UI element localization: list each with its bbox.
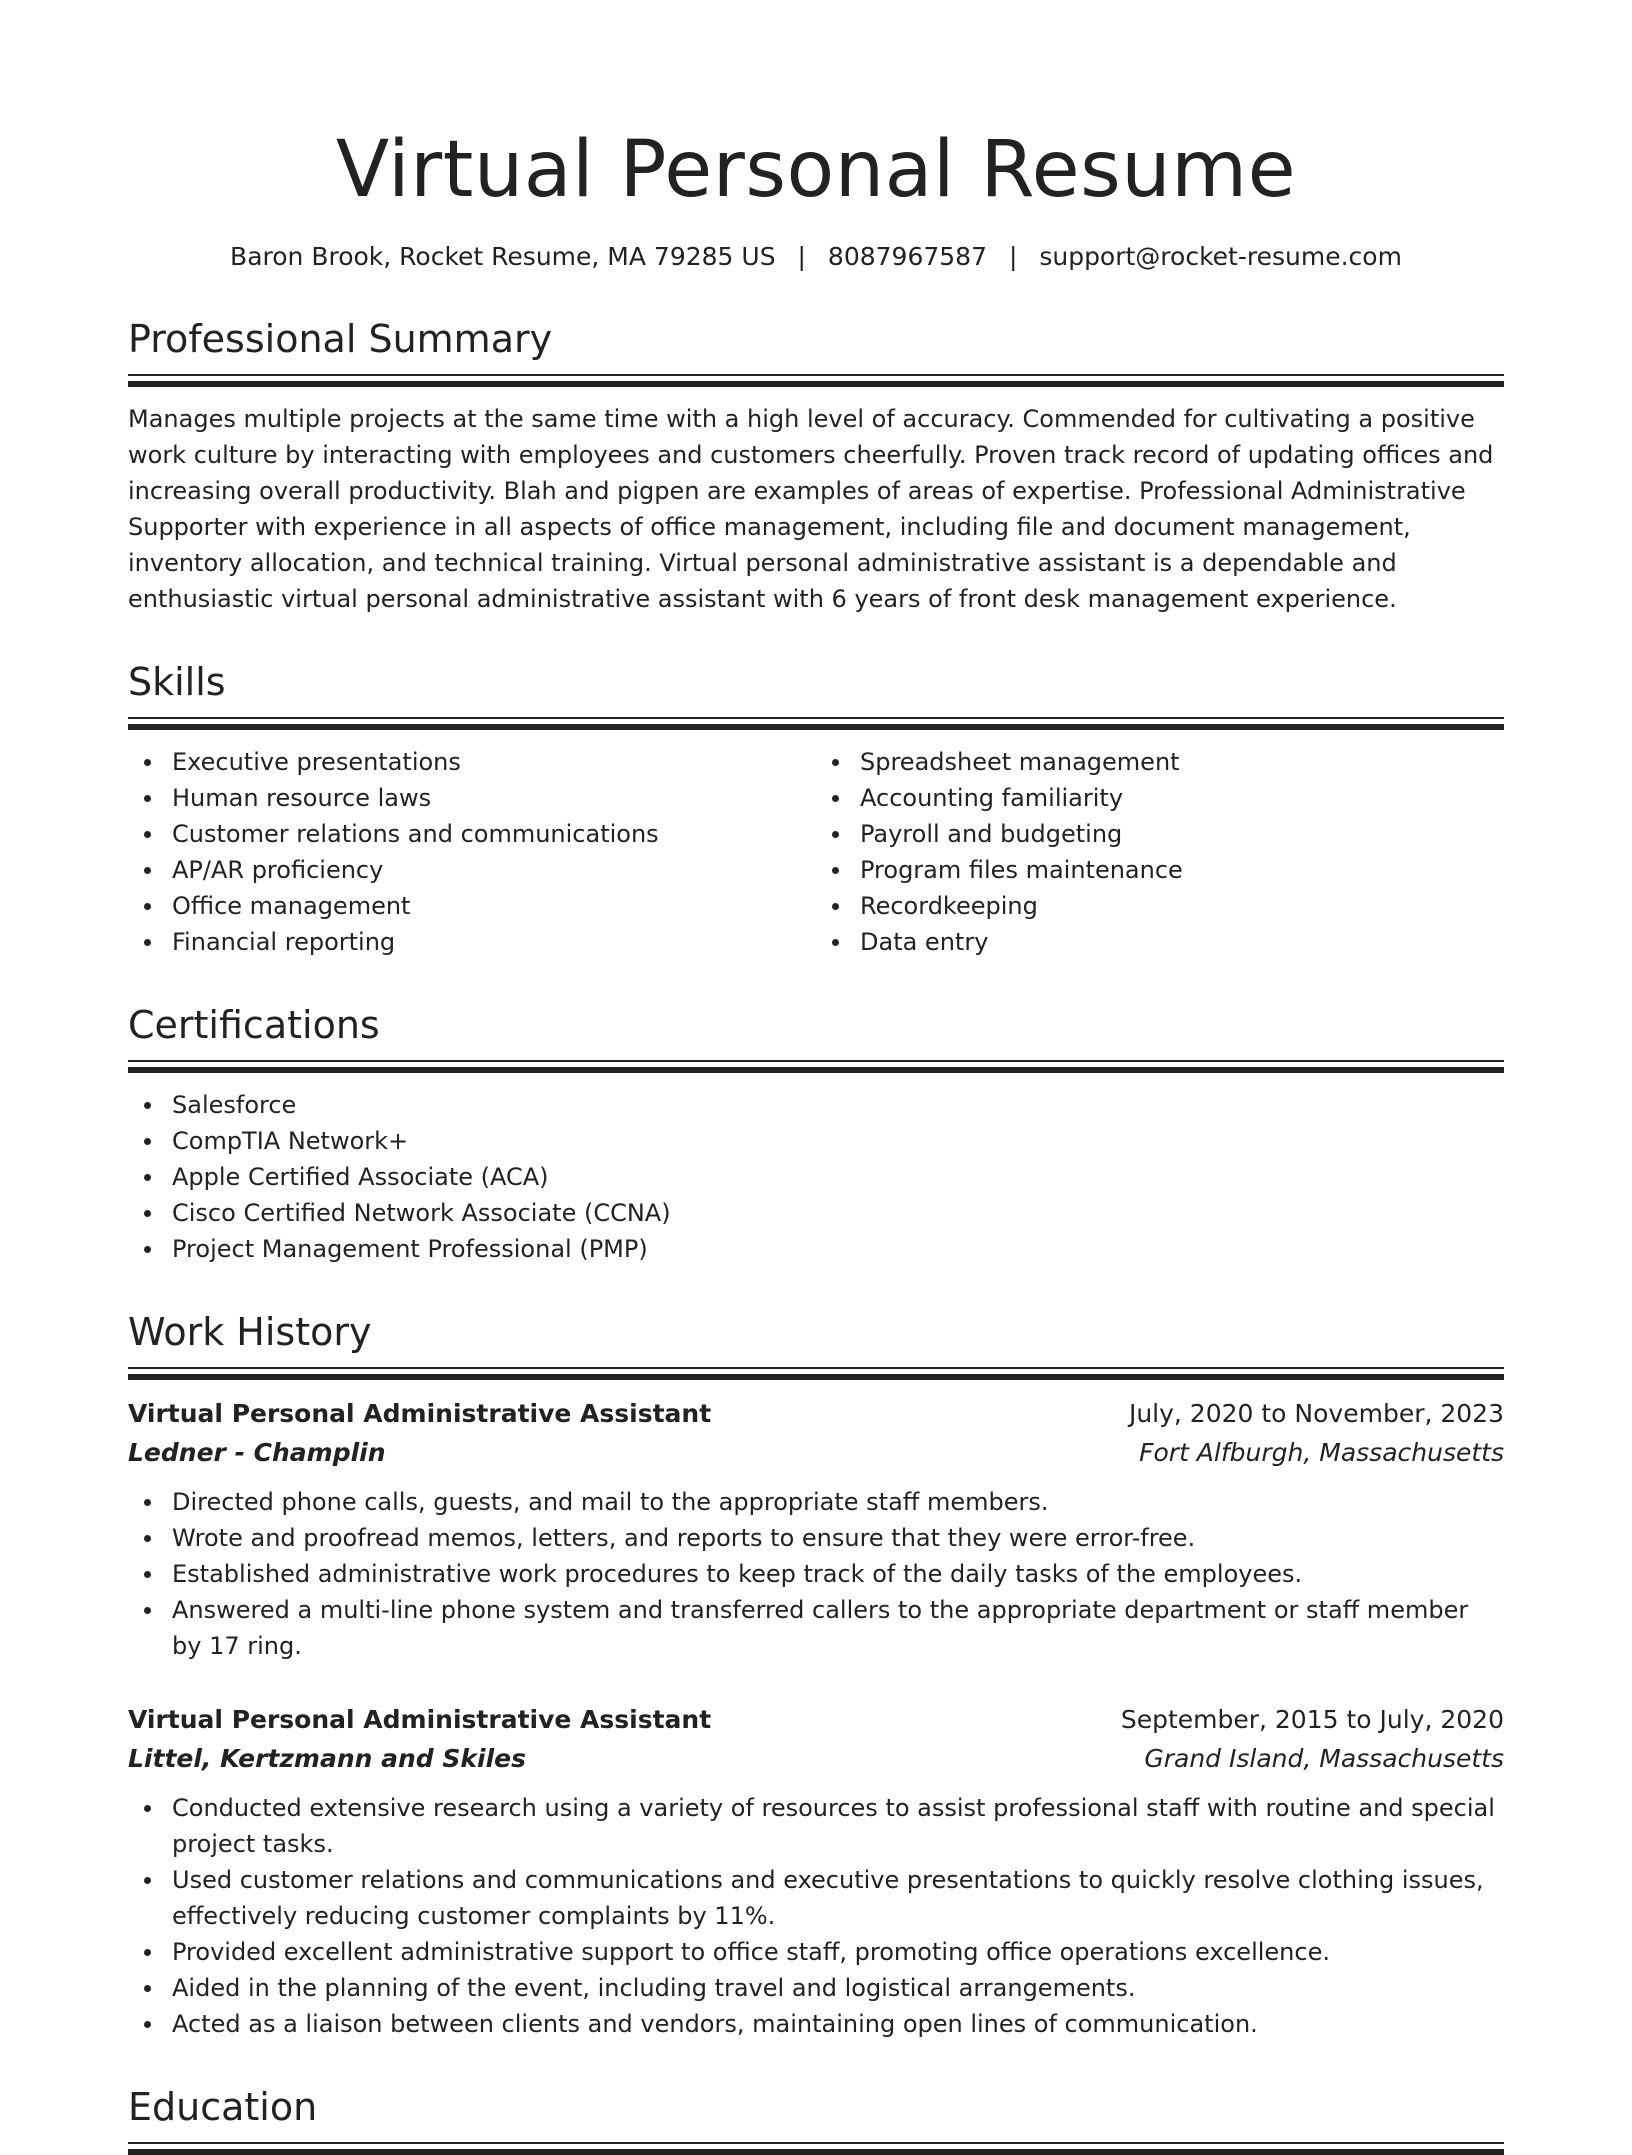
job-location: Grand Island, Massachusetts [1144, 1744, 1504, 1773]
job-bullet: Provided excellent administrative support to office staff, promoting office operations excellence. [128, 1934, 1504, 1970]
section-heading: Skills [128, 660, 226, 704]
section-heading: Education [128, 2085, 318, 2129]
job-company-row [128, 1739, 1504, 1778]
contact-separator: | [797, 242, 806, 271]
skill-item: Data entry [816, 924, 1504, 960]
skill-item: Customer relations and communications [128, 816, 816, 852]
skills-grid [128, 744, 1504, 960]
skills-left-column [128, 744, 816, 960]
section-body [128, 401, 1504, 617]
skill-item: Human resource laws [128, 780, 816, 816]
job-title: Virtual Personal Administrative Assistant [128, 1705, 712, 1734]
section-divider [128, 717, 1504, 730]
contact-separator: | [1008, 242, 1018, 271]
certification-item: CompTIA Network+ [128, 1123, 1504, 1159]
certification-item: Project Management Professional (PMP) [128, 1231, 1504, 1267]
certification-item: Cisco Certified Network Associate (CCNA) [128, 1195, 1504, 1231]
job-location: Fort Alfburgh, Massachusetts [1139, 1438, 1504, 1467]
job-bullet: Wrote and proofread memos, letters, and reports to ensure that they were error-free. [128, 1520, 1504, 1556]
job-company-row [128, 1433, 1504, 1472]
contact-email: support@rocket-resume.com [1039, 242, 1402, 271]
contact-phone: 8087967587 [827, 242, 987, 271]
certifications-section [128, 1002, 1504, 1267]
section-heading: Professional Summary [128, 317, 553, 361]
section-heading: Certifications [128, 1003, 380, 1047]
job-bullet: Acted as a liaison between clients and vendors, maintaining open lines of communication. [128, 2006, 1504, 2042]
contact-line [128, 240, 1504, 274]
job-entry [128, 1394, 1504, 1664]
skill-item: Accounting familiarity [816, 780, 1504, 816]
skill-item: Office management [128, 888, 816, 924]
skill-item: Recordkeeping [816, 888, 1504, 924]
summary-section [128, 316, 1504, 617]
job-bullet: Answered a multi-line phone system and transferred callers to the appropriate department or staff member by 17 ring. [128, 1592, 1504, 1664]
job-dates: July, 2020 to November, 2023 [1128, 1399, 1504, 1428]
job-dates: September, 2015 to July, 2020 [1120, 1705, 1504, 1734]
job-bullet: Used customer relations and communications and executive presentations to quickly resolve clothing issues, effectively reducing customer complaints by 11%. [128, 1862, 1504, 1934]
work-history-section [128, 1309, 1504, 2042]
skill-item: AP/AR proficiency [128, 852, 816, 888]
education-section [128, 2084, 1504, 2155]
skill-item: Payroll and budgeting [816, 816, 1504, 852]
job-bullet: Conducted extensive research using a variety of resources to assist professional staff with routine and special project tasks. [128, 1790, 1504, 1862]
job-header-row [128, 1700, 1504, 1739]
summary-text: Manages multiple projects at the same time with a high level of accuracy. Commended for cultivating a positive work culture by interacting with employees and customers cheerfully. Proven track record of updating offices and increasing overall productivity. Blah and pigpen are examples of areas of expertise. Professional Administrative Supporter with experience in all aspects of office management, including file and document management, inventory allocation, and technical training. Virtual personal administrative assistant is a dependable and enthusiastic virtual personal administrative assistant with 6 years of front desk management experience. [128, 405, 1494, 613]
job-company: Ledner - Champlin [128, 1438, 386, 1467]
job-header-row [128, 1394, 1504, 1433]
section-divider [128, 374, 1504, 387]
resume-title: Virtual Personal Resume [335, 125, 1297, 215]
job-bullets [128, 1484, 1504, 1664]
section-divider [128, 1060, 1504, 1073]
skill-item: Executive presentations [128, 744, 816, 780]
skills-right-column [816, 744, 1504, 960]
section-divider [128, 1367, 1504, 1380]
section-divider [128, 2142, 1504, 2155]
certification-item: Apple Certified Associate (ACA) [128, 1159, 1504, 1195]
contact-address: Baron Brook, Rocket Resume, MA 79285 US [230, 242, 776, 271]
skills-section [128, 659, 1504, 960]
certifications-list [128, 1087, 1504, 1267]
job-bullet: Established administrative work procedures to keep track of the daily tasks of the employees. [128, 1556, 1504, 1592]
section-body [128, 1087, 1504, 1267]
job-bullet: Directed phone calls, guests, and mail to the appropriate staff members. [128, 1484, 1504, 1520]
job-company: Littel, Kertzmann and Skiles [128, 1744, 527, 1773]
section-heading: Work History [128, 1310, 372, 1354]
skill-item: Spreadsheet management [816, 744, 1504, 780]
section-body [128, 1394, 1504, 2042]
job-entry [128, 1700, 1504, 2042]
skill-item: Program files maintenance [816, 852, 1504, 888]
job-title: Virtual Personal Administrative Assistant [128, 1399, 712, 1428]
job-bullet: Aided in the planning of the event, including travel and logistical arrangements. [128, 1970, 1504, 2006]
skill-item: Financial reporting [128, 924, 816, 960]
job-bullets [128, 1790, 1504, 2042]
certification-item: Salesforce [128, 1087, 1504, 1123]
